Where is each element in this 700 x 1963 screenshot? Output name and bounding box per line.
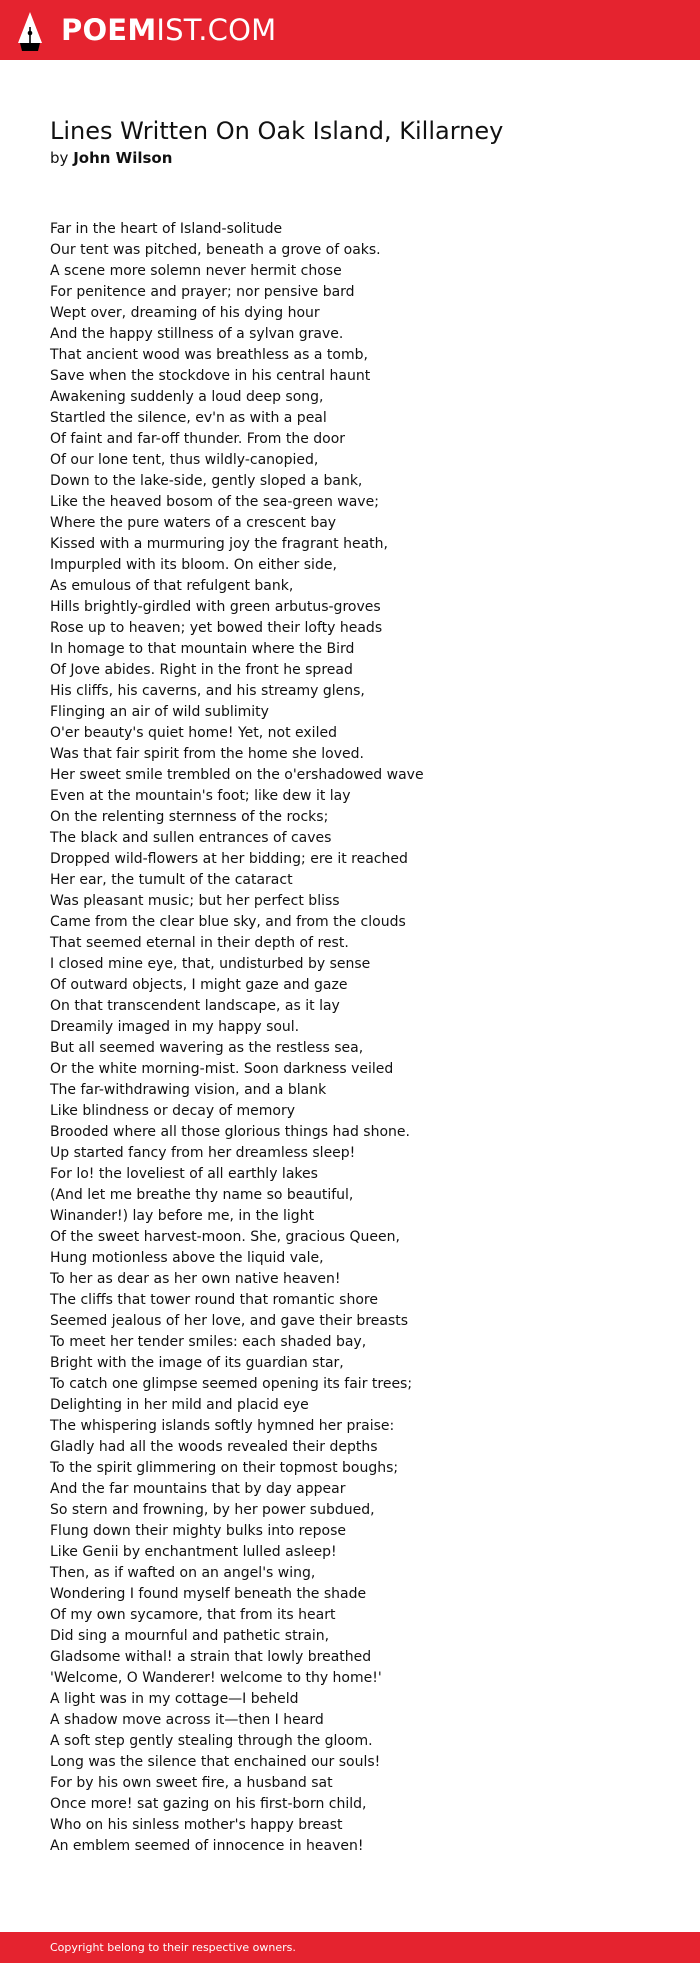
poem-line: Seemed jealous of her love, and gave their breasts — [50, 1313, 409, 1329]
poem-line: So stern and frowning, by her power subdued, — [50, 1502, 375, 1518]
poem-line: Was that fair spirit from the home she loved. — [50, 746, 364, 762]
poem-line: To the spirit glimmering on their topmost boughs; — [50, 1460, 399, 1476]
poem-line: Where the pure waters of a crescent bay — [50, 515, 337, 531]
poem-line: To her as dear as her own native heaven! — [50, 1271, 341, 1287]
poem-line: Even at the mountain's foot; like dew it lay — [50, 788, 351, 804]
poem-line: A soft step gently stealing through the gloom. — [50, 1733, 373, 1749]
poem-line: A shadow move across it—then I heard — [50, 1712, 324, 1728]
poem-line: Wept over, dreaming of his dying hour — [50, 305, 320, 321]
poem-line: O'er beauty's quiet home! Yet, not exiled — [50, 725, 337, 741]
poem-line: Down to the lake-side, gently sloped a bank, — [50, 473, 363, 489]
poem-line: Of the sweet harvest-moon. She, gracious Queen, — [50, 1229, 400, 1245]
poem-line: I closed mine eye, that, undisturbed by sense — [50, 956, 371, 972]
poem-line: A scene more solemn never hermit chose — [50, 263, 342, 279]
poem-line: Save when the stockdove in his central haunt — [50, 368, 371, 384]
poem-line: Like Genii by enchantment lulled asleep! — [50, 1544, 337, 1560]
poem-line: For by his own sweet fire, a husband sat — [50, 1775, 333, 1791]
copyright-text: Copyright belong to their respective owners. — [50, 1941, 296, 1954]
poem-line: Of faint and far-off thunder. From the door — [50, 431, 346, 447]
poem-line: Like the heaved bosom of the sea-green wave; — [50, 494, 379, 510]
poem-line: Who on his sinless mother's happy breast — [50, 1817, 343, 1833]
poem-line: Gladsome withal! a strain that lowly breathed — [50, 1649, 372, 1665]
poem-line: That ancient wood was breathless as a tomb, — [50, 347, 368, 363]
poem-line: Winander!) lay before me, in the light — [50, 1208, 315, 1224]
site-header — [0, 0, 700, 60]
poem-line: The far-withdrawing vision, and a blank — [50, 1082, 327, 1098]
author-name: John Wilson — [73, 149, 173, 167]
poem-line: Of our lone tent, thus wildly-canopied, — [50, 452, 319, 468]
poem-line: Dreamily imaged in my happy soul. — [50, 1019, 300, 1035]
poem-line: Came from the clear blue sky, and from the clouds — [50, 914, 406, 930]
poem-line: Rose up to heaven; yet bowed their lofty heads — [50, 620, 383, 636]
poem-line: Awakening suddenly a loud deep song, — [50, 389, 324, 405]
poem-line: To catch one glimpse seemed opening its fair trees; — [50, 1376, 413, 1392]
poem-line: Hung motionless above the liquid vale, — [50, 1250, 324, 1266]
poem-line: Kissed with a murmuring joy the fragrant heath, — [50, 536, 388, 552]
poem-line: Bright with the image of its guardian star, — [50, 1355, 344, 1371]
poem-line: For lo! the loveliest of all earthly lakes — [50, 1166, 318, 1182]
by-label: by — [50, 149, 69, 167]
fountain-pen-nib-icon[interactable] — [17, 11, 43, 52]
poem-line: Flinging an air of wild sublimity — [50, 704, 269, 720]
brand-bold: POEM — [61, 13, 157, 47]
site-footer — [0, 1932, 700, 1963]
poem-line: Her sweet smile trembled on the o'ershadowed wave — [50, 767, 424, 783]
poem-line: Hills brightly-girdled with green arbutus-groves — [50, 599, 381, 615]
poem-line: The black and sullen entrances of caves — [50, 830, 332, 846]
poem-line: Our tent was pitched, beneath a grove of oaks. — [50, 242, 381, 258]
poem-line: On that transcendent landscape, as it lay — [50, 998, 340, 1014]
poem-line: Was pleasant music; but her perfect bliss — [50, 893, 340, 909]
poem-line: Her ear, the tumult of the cataract — [50, 872, 293, 888]
poem-line: A light was in my cottage—I beheld — [50, 1691, 299, 1707]
byline — [50, 148, 172, 168]
poem-line: But all seemed wavering as the restless sea, — [50, 1040, 364, 1056]
poem-line: Startled the silence, ev'n as with a peal — [50, 410, 327, 426]
poem-line: Brooded where all those glorious things had shone. — [50, 1124, 410, 1140]
poem-line: Once more! sat gazing on his first-born child, — [50, 1796, 367, 1812]
poem-line: His cliffs, his caverns, and his streamy glens, — [50, 683, 365, 699]
poem-line: 'Welcome, O Wanderer! welcome to thy home!' — [50, 1670, 382, 1686]
brand-light: IST.COM — [156, 13, 277, 47]
poem-line: Dropped wild-flowers at her bidding; ere it reached — [50, 851, 408, 867]
poem-line: Or the white morning-mist. Soon darkness veiled — [50, 1061, 394, 1077]
poem-line: The cliffs that tower round that romantic shore — [50, 1292, 378, 1308]
site-logo-text[interactable] — [61, 13, 276, 47]
poem-title: Lines Written On Oak Island, Killarney — [50, 117, 504, 145]
poem-line: For penitence and prayer; nor pensive bard — [50, 284, 355, 300]
poem-line: To meet her tender smiles: each shaded bay, — [50, 1334, 367, 1350]
poem-line: As emulous of that refulgent bank, — [50, 578, 294, 594]
poem-body — [50, 219, 650, 1857]
poem-line: Flung down their mighty bulks into repose — [50, 1523, 347, 1539]
poem-line: Of outward objects, I might gaze and gaze — [50, 977, 348, 993]
poem-line: Long was the silence that enchained our souls! — [50, 1754, 381, 1770]
poem-line: Of Jove abides. Right in the front he spread — [50, 662, 353, 678]
poem-line: Impurpled with its bloom. On either side, — [50, 557, 337, 573]
poem-line: Delighting in her mild and placid eye — [50, 1397, 309, 1413]
poem-line: The whispering islands softly hymned her praise: — [50, 1418, 395, 1434]
poem-line: Like blindness or decay of memory — [50, 1103, 296, 1119]
poem-line: Up started fancy from her dreamless sleep! — [50, 1145, 356, 1161]
poem-line: Gladly had all the woods revealed their depths — [50, 1439, 378, 1455]
poem-line: Did sing a mournful and pathetic strain, — [50, 1628, 330, 1644]
poem-line: In homage to that mountain where the Bird — [50, 641, 355, 657]
poem-line: And the far mountains that by day appear — [50, 1481, 346, 1497]
poem-line: Far in the heart of Island-solitude — [50, 221, 283, 237]
poem-line: Then, as if wafted on an angel's wing, — [50, 1565, 316, 1581]
poem-line: Wondering I found myself beneath the shade — [50, 1586, 367, 1602]
poem-line: On the relenting sternness of the rocks; — [50, 809, 329, 825]
poem-line: That seemed eternal in their depth of rest. — [50, 935, 349, 951]
poem-line: And the happy stillness of a sylvan grave. — [50, 326, 344, 342]
poem-line: Of my own sycamore, that from its heart — [50, 1607, 336, 1623]
poem-line: An emblem seemed of innocence in heaven! — [50, 1838, 364, 1854]
poem-line: (And let me breathe thy name so beautiful, — [50, 1187, 354, 1203]
